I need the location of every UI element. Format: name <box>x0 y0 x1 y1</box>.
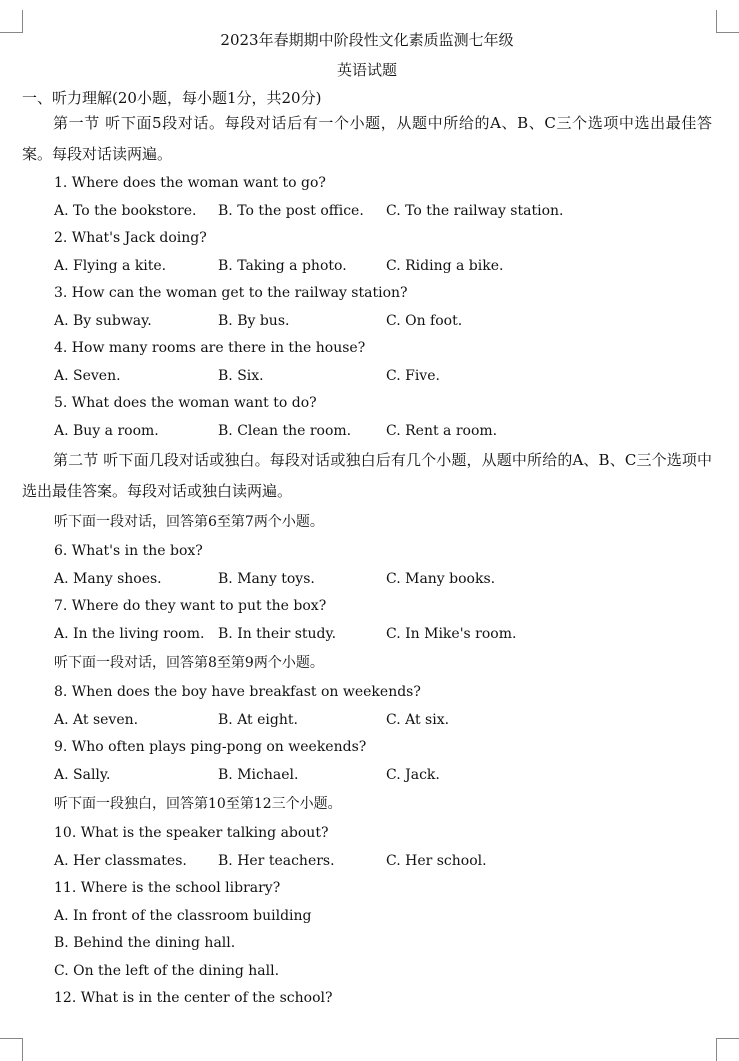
option-b: B. Six. <box>218 367 264 384</box>
listening-instruction-8-9: 听下面一段对话，回答第8至第9两个小题。 <box>54 655 324 671</box>
option-a: A. Seven. <box>54 367 121 384</box>
option-a: A. To the bookstore. <box>54 202 197 219</box>
option-a: A. Her classmates. <box>54 852 187 869</box>
corner-mark-bottom-left <box>0 1038 23 1061</box>
option-b: B. Many toys. <box>218 570 315 587</box>
option-c: C. Jack. <box>386 766 440 783</box>
option-c: C. Five. <box>386 367 440 384</box>
question-4: 4. How many rooms are there in the house? <box>54 340 366 356</box>
options-10 <box>22 848 712 876</box>
question-8: 8. When does the boy have breakfast on weekends? <box>54 684 421 700</box>
corner-mark-top-left <box>0 10 23 33</box>
option-c: C. Her school. <box>386 852 487 869</box>
options-2 <box>22 253 712 281</box>
section1-instructions: 第一节 听下面5段对话。每段对话后有一个小题，从题中所给的A、B、C三个选项中选出最佳答案。每段对话读两遍。 <box>22 114 712 163</box>
option-b: B. Clean the room. <box>218 422 352 439</box>
option-b: B. In their study. <box>218 625 337 642</box>
listening-instruction-10-12: 听下面一段独白，回答第10至第12三个小题。 <box>54 796 342 812</box>
section2-instructions: 第二节 听下面几段对话或独白。每段对话或独白后有几个小题，从题中所给的A、B、C三个选项中选出最佳答案。每段对话或独白读两遍。 <box>22 451 712 500</box>
option-a: A. In front of the classroom building <box>54 907 312 924</box>
option-a: A. By subway. <box>54 312 152 329</box>
option-b: B. By bus. <box>218 312 290 329</box>
option-c: C. At six. <box>386 711 450 728</box>
question-3: 3. How can the woman get to the railway station? <box>54 285 408 301</box>
question-1: 1. Where does the woman want to go? <box>54 175 326 191</box>
option-a: A. Many shoes. <box>54 570 162 587</box>
option-a: A. Flying a kite. <box>54 257 167 274</box>
options-4 <box>22 363 712 391</box>
option-a: A. At seven. <box>54 711 139 728</box>
option-c: C. Riding a bike. <box>386 257 504 274</box>
options-7 <box>22 621 712 649</box>
option-c: C. On foot. <box>386 312 463 329</box>
question-9: 9. Who often plays ping-pong on weekends? <box>54 739 367 755</box>
listening-instruction-6-7: 听下面一段对话，回答第6至第7两个小题。 <box>54 514 324 530</box>
option-c: C. In Mike's room. <box>386 625 517 642</box>
options-9 <box>22 762 712 790</box>
option-b: B. To the post office. <box>218 202 364 219</box>
option-b: B. Her teachers. <box>218 852 335 869</box>
option-a: A. In the living room. <box>54 625 205 642</box>
options-1 <box>22 198 712 226</box>
question-2: 2. What's Jack doing? <box>54 230 207 246</box>
exam-subject: 英语试题 <box>336 61 397 79</box>
question-5: 5. What does the woman want to do? <box>54 395 317 411</box>
exam-title: 2023年春期期中阶段性文化素质监测七年级 <box>220 31 514 49</box>
exam-page <box>22 30 712 1013</box>
question-10: 10. What is the speaker talking about? <box>54 825 329 841</box>
option-b: B. Michael. <box>218 766 299 783</box>
question-7: 7. Where do they want to put the box? <box>54 598 327 614</box>
option-c: C. On the left of the dining hall. <box>54 962 280 979</box>
part-heading: 一、听力理解(20小题，每小题1分，共20分) <box>22 89 322 107</box>
question-12: 12. What is in the center of the school? <box>54 990 333 1006</box>
option-b: B. At eight. <box>218 711 298 728</box>
options-8 <box>22 707 712 735</box>
option-b: B. Taking a photo. <box>218 257 347 274</box>
question-11: 11. Where is the school library? <box>54 880 281 896</box>
corner-mark-bottom-right <box>716 1038 739 1061</box>
options-6 <box>22 566 712 594</box>
options-5 <box>22 418 712 446</box>
option-c: C. To the railway station. <box>386 202 564 219</box>
option-c: C. Rent a room. <box>386 422 498 439</box>
option-a: A. Sally. <box>54 766 111 783</box>
option-c: C. Many books. <box>386 570 496 587</box>
options-3 <box>22 308 712 336</box>
question-6: 6. What's in the box? <box>54 543 203 559</box>
option-a: A. Buy a room. <box>54 422 159 439</box>
corner-mark-top-right <box>716 10 739 33</box>
option-b: B. Behind the dining hall. <box>54 935 236 951</box>
